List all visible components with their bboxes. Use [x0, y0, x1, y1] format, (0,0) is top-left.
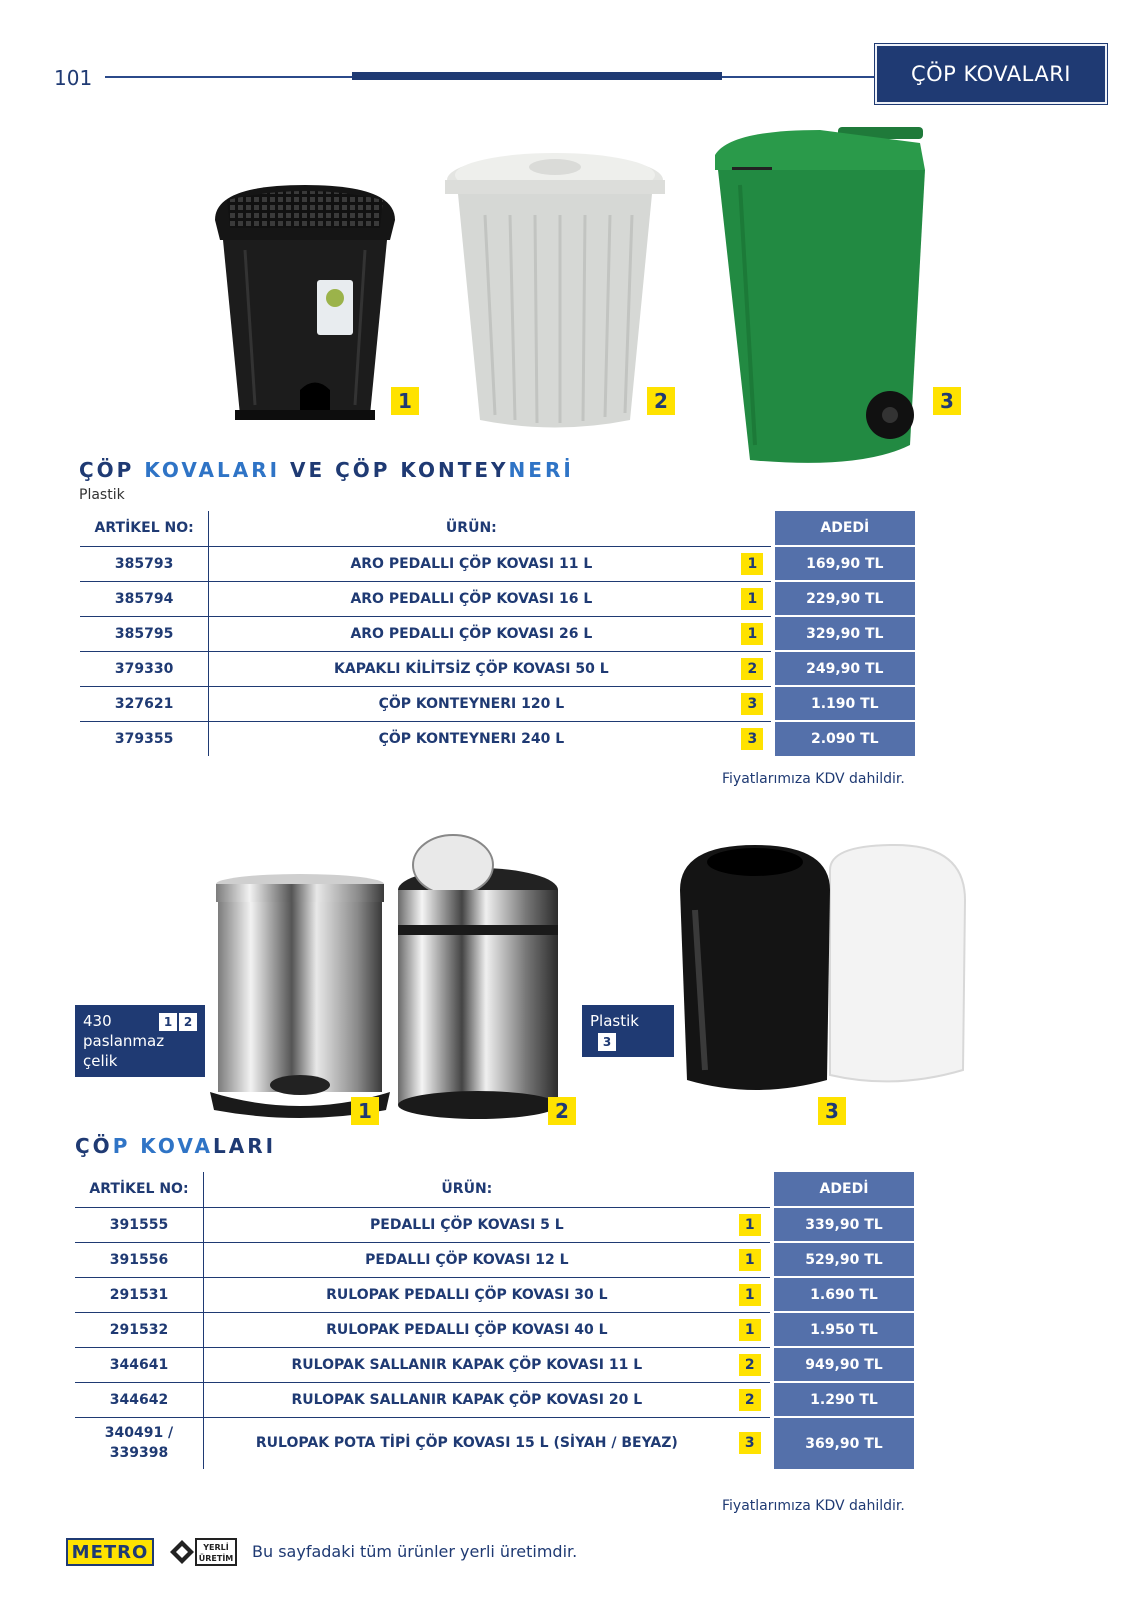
yerli-uretim-logo	[168, 1536, 238, 1568]
table-row	[75, 1277, 914, 1312]
material-label-plastic: Plastik 3	[582, 1005, 674, 1057]
product-name: ÇÖP KONTEYNERI 120 L	[209, 686, 734, 721]
table-header	[80, 511, 915, 546]
column-header-product: ÜRÜN:	[203, 1172, 729, 1207]
column-header-price: ADEDİ	[774, 1172, 914, 1207]
table-row	[75, 1242, 914, 1277]
article-number: 379330	[80, 651, 209, 686]
svg-text:YERLİ: YERLİ	[203, 1543, 229, 1552]
table-row	[75, 1417, 914, 1469]
article-number: 385794	[80, 581, 209, 616]
price: 169,90 TL	[775, 546, 915, 581]
section1-title: ÇÖP KOVALARI VE ÇÖP KONTEYNERİ	[79, 458, 574, 482]
table-row	[80, 686, 915, 721]
material-ref-badge: 2	[179, 1013, 197, 1031]
product-ref-badge: 1	[741, 623, 763, 645]
table-row	[75, 1312, 914, 1347]
steel-pedal-bin-image	[210, 870, 390, 1120]
product-ref-badge: 2	[739, 1354, 761, 1376]
material-ref-badge: 1	[159, 1013, 177, 1031]
price: 529,90 TL	[774, 1242, 914, 1277]
price: 1.290 TL	[774, 1382, 914, 1417]
product-name: ARO PEDALLI ÇÖP KOVASI 11 L	[209, 546, 734, 581]
product-ref-badge: 1	[741, 553, 763, 575]
column-header-product: ÜRÜN:	[209, 511, 734, 546]
vat-note: Fiyatlarımıza KDV dahildir.	[722, 1498, 905, 1514]
article-number: 385795	[80, 616, 209, 651]
table-row	[80, 651, 915, 686]
column-header-article: ARTİKEL NO:	[75, 1172, 203, 1207]
product-name: RULOPAK SALLANIR KAPAK ÇÖP KOVASI 11 L	[203, 1347, 729, 1382]
column-header-price: ADEDİ	[775, 511, 915, 546]
product-name: PEDALLI ÇÖP KOVASI 5 L	[203, 1207, 729, 1242]
svg-text:ÜRETİM: ÜRETİM	[198, 1554, 234, 1563]
product-badge-1: 1	[391, 387, 419, 415]
product-badge-1: 1	[351, 1097, 379, 1125]
product-name: RULOPAK POTA TİPİ ÇÖP KOVASI 15 L (SİYAH / BEYAZ)	[255, 1435, 678, 1452]
price: 369,90 TL	[774, 1417, 914, 1469]
product-name: RULOPAK PEDALLI ÇÖP KOVASI 40 L	[203, 1312, 729, 1347]
price: 339,90 TL	[774, 1207, 914, 1242]
product-name: RULOPAK PEDALLI ÇÖP KOVASI 30 L	[203, 1277, 729, 1312]
material-label-steel: 430 1 2 paslanmaz çelik	[75, 1005, 205, 1077]
price: 949,90 TL	[774, 1347, 914, 1382]
table-row	[80, 721, 915, 756]
product-badge-2: 2	[647, 387, 675, 415]
metro-logo: METRO	[66, 1538, 154, 1566]
product-ref-badge: 2	[739, 1389, 761, 1411]
article-number: 385793	[80, 546, 209, 581]
column-header-article: ARTİKEL NO:	[80, 511, 209, 546]
article-number: 391555	[75, 1207, 203, 1242]
table-row	[75, 1382, 914, 1417]
article-number: 291531	[75, 1277, 203, 1312]
product-ref-badge: 1	[739, 1214, 761, 1236]
article-number: 327621	[80, 686, 209, 721]
price: 1.690 TL	[774, 1277, 914, 1312]
article-number: 391556	[75, 1242, 203, 1277]
article-number: 340491 / 339398	[75, 1417, 203, 1469]
product-ref-badge: 3	[741, 728, 763, 750]
table-row	[80, 546, 915, 581]
price: 1.190 TL	[775, 686, 915, 721]
table-row	[75, 1207, 914, 1242]
product-ref-badge: 3	[741, 693, 763, 715]
price: 229,90 TL	[775, 581, 915, 616]
product-ref-badge: 1	[739, 1284, 761, 1306]
section-tab: ÇÖP KOVALARI	[875, 44, 1107, 104]
header-rule-accent	[352, 72, 722, 80]
article-number: 291532	[75, 1312, 203, 1347]
table-header	[75, 1172, 914, 1207]
price: 1.950 TL	[774, 1312, 914, 1347]
price: 249,90 TL	[775, 651, 915, 686]
black-pedal-bin-image	[205, 180, 405, 430]
product-badge-3: 3	[818, 1097, 846, 1125]
section2-price-table	[75, 1172, 914, 1469]
article-number: 379355	[80, 721, 209, 756]
footer-note: Bu sayfadaki tüm ürünler yerli üretimdir.	[252, 1542, 578, 1561]
pota-bins-image	[675, 840, 985, 1110]
product-name: KAPAKLI KİLİTSİZ ÇÖP KOVASI 50 L	[209, 651, 734, 686]
product-ref-badge: 2	[741, 658, 763, 680]
product-name: ARO PEDALLI ÇÖP KOVASI 16 L	[209, 581, 734, 616]
product-ref-badge: 3	[739, 1432, 761, 1454]
section2-title: ÇÖP KOVALARI	[75, 1134, 277, 1158]
table-row	[80, 616, 915, 651]
steel-swing-bin-image	[393, 830, 563, 1120]
product-badge-3: 3	[933, 387, 961, 415]
page-number: 101	[54, 66, 93, 90]
product-ref-badge: 1	[739, 1249, 761, 1271]
section1-price-table	[80, 511, 915, 756]
price: 2.090 TL	[775, 721, 915, 756]
table-row	[80, 581, 915, 616]
vat-note: Fiyatlarımıza KDV dahildir.	[722, 771, 905, 787]
material-ref-badge: 3	[598, 1033, 616, 1051]
product-name: ARO PEDALLI ÇÖP KOVASI 26 L	[209, 616, 734, 651]
table-row	[75, 1347, 914, 1382]
grey-lidded-bin-image	[440, 145, 670, 435]
section1-subtitle: Plastik	[79, 487, 125, 503]
article-number: 344642	[75, 1382, 203, 1417]
product-name: PEDALLI ÇÖP KOVASI 12 L	[203, 1242, 729, 1277]
product-name: RULOPAK SALLANIR KAPAK ÇÖP KOVASI 20 L	[203, 1382, 729, 1417]
price: 329,90 TL	[775, 616, 915, 651]
product-ref-badge: 1	[739, 1319, 761, 1341]
green-wheelie-bin-image	[710, 125, 940, 485]
article-number: 344641	[75, 1347, 203, 1382]
product-badge-2: 2	[548, 1097, 576, 1125]
product-name: ÇÖP KONTEYNERI 240 L	[378, 730, 565, 747]
product-ref-badge: 1	[741, 588, 763, 610]
